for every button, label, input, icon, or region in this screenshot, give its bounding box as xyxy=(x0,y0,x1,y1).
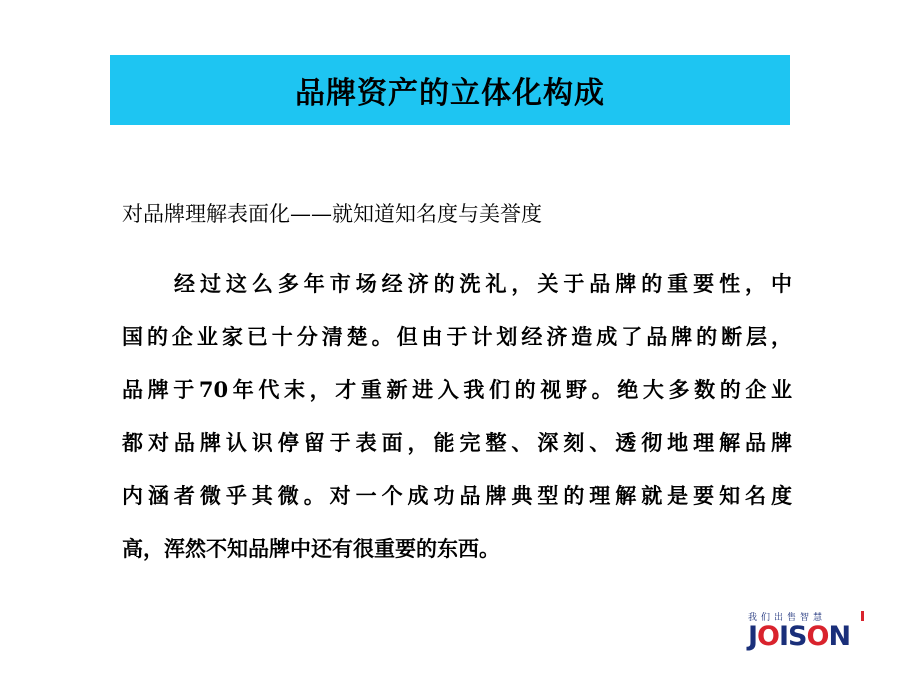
joison-logo xyxy=(748,610,866,652)
logo-wordmark xyxy=(748,621,850,652)
logo-tagline: 我们出售智慧 xyxy=(748,613,827,623)
slide-subtitle: 对品牌理解表面化——就知道知名度与美誉度 xyxy=(122,202,542,226)
paragraph-line: 品牌于70年代末，才重新进入我们的视野。绝大多数的企业 xyxy=(122,377,792,402)
slide-title: 品牌资产的立体化构成 xyxy=(295,76,605,111)
logo-letters: IS xyxy=(779,621,807,652)
logo-letter: J xyxy=(748,621,758,652)
body-paragraph xyxy=(122,266,792,584)
paragraph-line: 都对品牌认识停留于表面，能完整、深刻、透彻地理解品牌 xyxy=(122,430,792,455)
logo-letter-accent: O xyxy=(757,621,779,652)
paragraph-line: 内涵者微乎其微。对一个成功品牌典型的理解就是要知名度 xyxy=(122,483,792,508)
logo-letter-accent: O xyxy=(806,621,829,652)
title-banner xyxy=(110,55,790,125)
paragraph-line: 国的企业家已十分清楚。但由于计划经济造成了品牌的断层， xyxy=(122,324,792,349)
logo-tagline-bar xyxy=(861,611,864,621)
paragraph-line: 经过这么多年市场经济的洗礼，关于品牌的重要性，中 xyxy=(174,271,792,296)
logo-letter: N xyxy=(828,621,851,652)
paragraph-line: 高，浑然不知品牌中还有很重要的东西。 xyxy=(122,536,500,561)
